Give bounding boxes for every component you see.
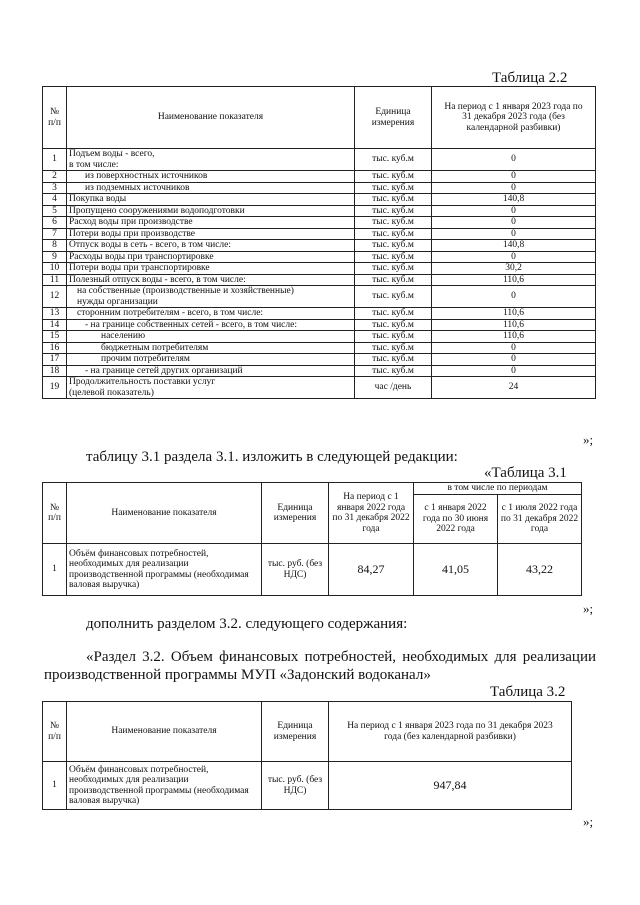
row-value: 0 [432,217,596,229]
table-row [43,149,596,171]
row-num: 8 [43,240,67,252]
header-subgroup: в том числе по периодам [414,483,582,495]
row-num: 1 [43,544,67,596]
header-period: На период с 1 января 2022 года по 31 декабря 2022 года [329,483,414,544]
row-num: 1 [43,762,67,810]
row-name: - на границе сетей других организаций [67,365,355,377]
paragraph-section32-intro: дополнить разделом 3.2. следующего содержания: [86,616,408,632]
row-name: населению [67,331,355,343]
row-num: 11 [43,274,67,286]
table-row [43,342,596,354]
row-value: 110,6 [432,331,596,343]
row-num: 5 [43,205,67,217]
row-num: 2 [43,171,67,183]
row-value: 110,6 [432,319,596,331]
row-value: 110,6 [432,308,596,320]
row-unit: тыс. куб.м [355,205,432,217]
table-row [43,240,596,252]
header-name: Наименование показателя [67,483,262,544]
header-num: № п/п [43,87,67,149]
row-value-total: 84,27 [329,544,414,596]
table-2-2 [42,86,596,399]
row-value: 30,2 [432,263,596,275]
row-unit: тыс. куб.м [355,286,432,308]
row-unit: тыс. куб.м [355,217,432,229]
row-name: - на границе собственных сетей - всего, в том числе: [67,319,355,331]
row-value: 0 [432,251,596,263]
row-unit: тыс. куб.м [355,308,432,320]
row-num: 12 [43,286,67,308]
row-num: 10 [43,263,67,275]
header-period: На период с 1 января 2023 года по 31 декабря 2023 года (без календарной разбивки) [329,702,572,762]
table-row [43,263,596,275]
table-row [43,205,596,217]
row-value: 0 [432,205,596,217]
row-num: 1 [43,149,67,171]
row-name: Расход воды при производстве [67,217,355,229]
header-num: № п/п [43,483,67,544]
row-name: Потери воды при транспортировке [67,263,355,275]
row-unit: тыс. куб.м [355,240,432,252]
row-num: 13 [43,308,67,320]
row-unit: тыс. куб.м [355,194,432,206]
row-num: 3 [43,182,67,194]
row-value: 110,6 [432,274,596,286]
row-value: 0 [432,286,596,308]
row-unit: тыс. руб. (без НДС) [262,762,329,810]
row-unit: тыс. куб.м [355,149,432,171]
header-unit: Единица измерения [355,87,432,149]
header-sub2: с 1 июля 2022 года по 31 декабря 2022 года [498,495,582,544]
row-value: 0 [432,228,596,240]
row-unit: тыс. куб.м [355,331,432,343]
row-name: из подземных источников [67,182,355,194]
row-unit: час /день [355,377,432,399]
row-value: 0 [432,365,596,377]
table-3-1 [42,482,582,596]
row-value: 140,8 [432,194,596,206]
table-row [43,354,596,366]
row-value-h2: 43,22 [498,544,582,596]
table-row [43,544,582,596]
table-row [43,228,596,240]
row-num: 9 [43,251,67,263]
table32-end: »; [583,814,594,829]
row-name: Полезный отпуск воды - всего, в том числе: [67,274,355,286]
row-value: 947,84 [329,762,572,810]
table31-caption: «Таблица 3.1 [484,465,567,481]
row-value-h1: 41,05 [414,544,498,596]
header-sub1: с 1 января 2022 года по 30 июня 2022 года [414,495,498,544]
row-value: 0 [432,149,596,171]
row-value: 140,8 [432,240,596,252]
table32-caption: Таблица 3.2 [490,684,566,700]
row-name: из поверхностных источников [67,171,355,183]
row-num: 16 [43,342,67,354]
header-period: На период с 1 января 2023 года по 31 декабря 2023 года (без календарной разбивки) [432,87,596,149]
header-num: № п/п [43,702,67,762]
row-name: сторонним потребителям - всего, в том числе: [67,308,355,320]
row-name: прочим потребителям [67,354,355,366]
header-unit: Единица измерения [262,702,329,762]
row-num: 19 [43,377,67,399]
row-num: 18 [43,365,67,377]
row-num: 15 [43,331,67,343]
table-row [43,286,596,308]
table22-caption: Таблица 2.2 [492,70,568,86]
header-name: Наименование показателя [67,87,355,149]
table-row [43,217,596,229]
table-row [43,319,596,331]
row-unit: тыс. куб.м [355,182,432,194]
table-row [43,331,596,343]
header-unit: Единица измерения [262,483,329,544]
row-name: Отпуск воды в сеть - всего, в том числе: [67,240,355,252]
row-name: Подъем воды - всего, в том числе: [67,149,355,171]
table-row [43,182,596,194]
table-row [43,377,596,399]
row-value: 0 [432,171,596,183]
table-row [43,171,596,183]
row-name: на собственные (производственные и хозяйственные) нужды организации [67,286,355,308]
row-name: Объём финансовых потребностей, необходимых для реализации производственной программы (необходимая валовая выручка) [67,544,262,596]
row-unit: тыс. куб.м [355,354,432,366]
row-name: Расходы воды при транспортировке [67,251,355,263]
row-unit: тыс. куб.м [355,171,432,183]
row-unit: тыс. куб.м [355,228,432,240]
table-row [43,365,596,377]
row-num: 17 [43,354,67,366]
table-row [43,762,572,810]
row-value: 0 [432,354,596,366]
row-num: 6 [43,217,67,229]
row-unit: тыс. руб. (без НДС) [262,544,329,596]
table31-end: »; [583,601,594,616]
row-num: 7 [43,228,67,240]
table-row [43,274,596,286]
table-row [43,251,596,263]
table22-body [43,149,596,399]
row-name: Покупка воды [67,194,355,206]
table-row [43,194,596,206]
row-name: Объём финансовых потребностей, необходимых для реализации производственной программы (необходимая валовая выручка) [67,762,262,810]
row-unit: тыс. куб.м [355,342,432,354]
row-name: Потери воды при производстве [67,228,355,240]
table-3-2 [42,701,572,810]
row-unit: тыс. куб.м [355,263,432,275]
paragraph-table31-intro: таблицу 3.1 раздела 3.1. изложить в следующей редакции: [86,449,458,465]
row-value: 24 [432,377,596,399]
row-unit: тыс. куб.м [355,365,432,377]
row-name: Пропущено сооружениями водоподготовки [67,205,355,217]
row-name: бюджетным потребителям [67,342,355,354]
row-unit: тыс. куб.м [355,251,432,263]
row-name: Продолжительность поставки услуг (целевой показатель) [67,377,355,399]
row-unit: тыс. куб.м [355,319,432,331]
row-num: 14 [43,319,67,331]
row-num: 4 [43,194,67,206]
row-value: 0 [432,182,596,194]
table22-end: »; [583,432,594,447]
header-name: Наименование показателя [67,702,262,762]
row-value: 0 [432,342,596,354]
section32-heading: «Раздел 3.2. Объем финансовых потребностей, необходимых для реализации производственной программы МУП «Задонский водоканал» [44,649,596,683]
row-unit: тыс. куб.м [355,274,432,286]
table-row [43,308,596,320]
